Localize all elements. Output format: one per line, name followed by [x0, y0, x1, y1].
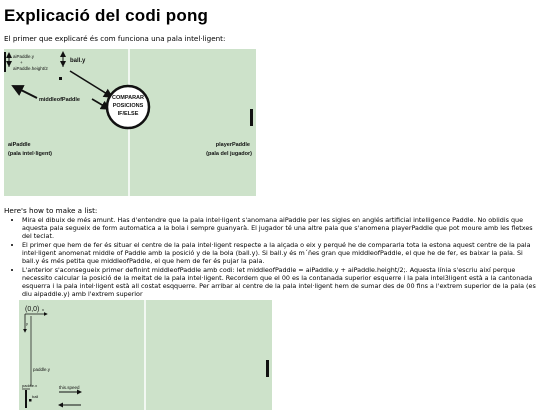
explanation-list — [4, 216, 536, 299]
label-middle-of-paddle: middleofPaddle — [39, 97, 80, 103]
origin-label: (0,0) — [25, 306, 40, 313]
ai-paddle-name: aiPaddle — [8, 142, 31, 148]
label-plus: + — [20, 60, 23, 65]
pong-diagram-coordinates — [19, 300, 272, 410]
player-paddle-shape — [250, 109, 253, 126]
coordinates-diagram-svg — [19, 300, 272, 410]
label-ball-y: ball.y — [70, 58, 86, 64]
x-axis-label: x — [42, 307, 44, 312]
paddle-shape — [25, 390, 27, 408]
howto-text: Here's how to make a list: — [4, 206, 98, 215]
list-item: • Mira el dibuix de més amunt. Has d'entendre que la pala intel·ligent s'anomana aiPaddle per les sigles en anglés artificial intelligence Paddle. No oblidis que aquesta pala segueix de form automatica a la bola i sempre guanyarà. El jugador té una altre pala que s'anomena playerPaddle que pot moure amb les fletxes del teclat. — [22, 216, 536, 240]
player-paddle-caption: (pala del jugador) — [206, 151, 252, 157]
label-aipaddle-height: aiPaddle.height/2 — [13, 66, 48, 71]
player-paddle-shape — [266, 360, 269, 377]
list-item: • L'anterior s'aconsegueix primer definint middleofPaddle amb codi: let middleofPaddle = aiPaddle.y + aiPaddle.height/2;. Aquesta línia s'escriu així perque necessito calcular la posició de la meitat de la pala intel·ligent. Recordem que el 00 es la contanada superior esquerre i la pala intel3ligent està a la cantonada esquerra i la pala intel·ligent està all costat esqquerre. Per arribar al centre de la pala intel·ligent hem de sumar des de 00 fins a l'extrem superior de la pala (es diu aipaddle.y) amb l'extrem superior — [22, 266, 536, 299]
player-paddle-name: playerPaddle — [215, 142, 250, 148]
page-title: Explicació del codi pong — [4, 6, 209, 25]
paddle-x-label: paddle.x — [22, 383, 38, 388]
ball-shape — [29, 399, 32, 402]
ai-paddle-caption: (pala intel·ligent) — [8, 151, 52, 157]
y-axis-label: y — [26, 321, 28, 326]
circle-line-1: COMPARAR — [112, 95, 144, 101]
label-aipaddle-y: aiPaddle.y — [13, 54, 35, 59]
ai-paddle-shape — [4, 52, 6, 72]
pong-diagram-smart-paddle — [4, 49, 256, 196]
pong-diagram-svg — [4, 49, 256, 196]
speed-label: this.speed — [59, 385, 80, 390]
paddle-y-label: paddle.y — [33, 367, 51, 372]
ball-label: ball — [32, 394, 39, 399]
circle-line-2: POSICIONS — [112, 103, 144, 109]
ball-shape — [59, 77, 62, 80]
circle-line-3: IF/ELSE — [117, 111, 139, 117]
intro-text: El primer que explicaré és com funciona una pala intel·ligent: — [4, 34, 226, 43]
list-item: • El primer que hem de fer és situar el centre de la pala intel·ligent respecte a la alçada o eix y perqué he de compararla tota la estona aquest centre de la pala intel·ligent anomenat middle of Paddle amb la posició y de la bola (ball.y). Si ball.y és m´ñes gran que middleofPaddle, el que he de fer, es baixar la pala. Si ball.y és més petita que middleofPaddle, el que hem de fer és pujar la pala. — [22, 241, 536, 265]
